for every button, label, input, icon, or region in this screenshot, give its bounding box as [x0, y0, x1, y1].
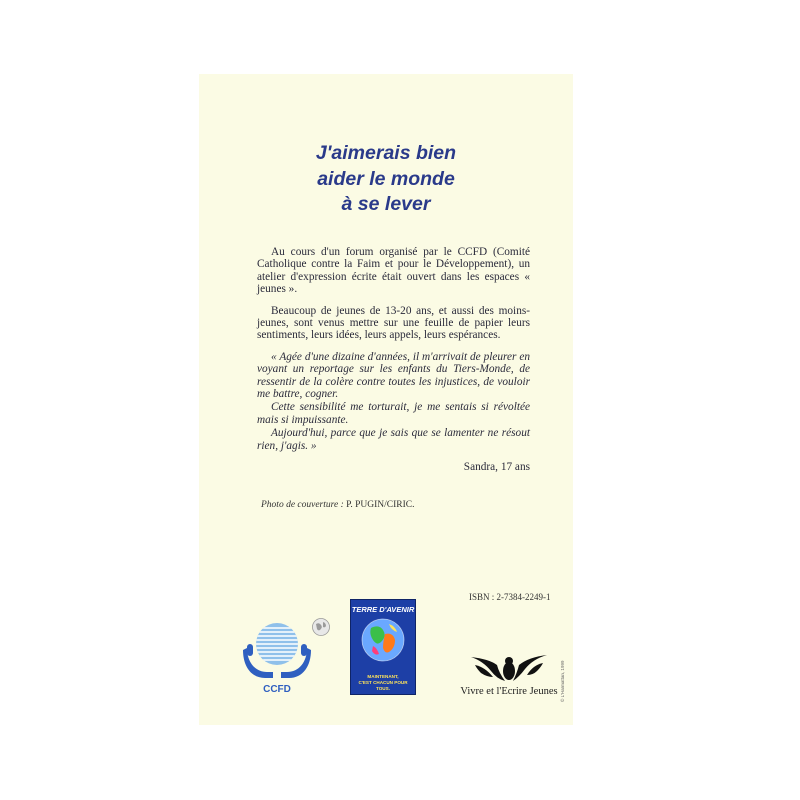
earth-icon: [361, 618, 405, 662]
ccfd-logo-text: CCFD: [263, 684, 291, 695]
back-cover: [199, 74, 573, 725]
title-line-1: J'aimerais bien: [315, 142, 457, 164]
terre-davenir-title: TERRE D'AVENIR: [351, 605, 415, 614]
spine-copyright: [558, 624, 568, 704]
photo-credit: [261, 500, 415, 510]
book-title: [199, 141, 573, 218]
photo-credit-label: Photo de couverture :: [261, 500, 344, 510]
title-line-2: aider le monde: [317, 167, 455, 190]
photo-credit-name: P. PUGIN/CIRIC.: [346, 500, 415, 510]
terre-tagline-line-1: MAINTENANT,: [367, 674, 399, 679]
spine-copyright-text: © L'Harmattan, 1999: [560, 660, 565, 702]
title-line-3: à se lever: [341, 193, 431, 215]
terre-davenir-tagline: [351, 674, 415, 692]
quote-signature: Sandra, 17 ans: [463, 461, 530, 474]
quote-paragraph: Cette sensibilité me torturait, je me sentais si révoltée mais si impuissante.: [257, 401, 530, 426]
ccfd-logo: [243, 614, 311, 696]
testimony-quote: [257, 351, 530, 452]
isbn: ISBN : 2-7384-2249-1: [469, 592, 551, 602]
terre-tagline-line-2: C'EST CHACUN POUR TOUS.: [358, 680, 408, 691]
quote-paragraph: Aujourd'hui, parce que je sais que se lamenter ne résout rien, j'agis. »: [257, 427, 530, 452]
quote-paragraph: « Agée d'une dizaine d'années, il m'arrivait de pleurer en voyant un reportage sur les enfants du Tiers-Monde, de ressentir de la colère contre toutes les injustices, de vouloir me battre, cogner.: [257, 350, 530, 401]
blurb-paragraph-2: Beaucoup de jeunes de 13-20 ans, et aussi des moins-jeunes, sont venus mettre sur une feuille de papier leurs sentiments, leurs idées, leurs appels, leurs espérances.: [257, 304, 530, 342]
publisher-bird-logo: [469, 651, 549, 687]
blurb: [257, 246, 530, 474]
terre-davenir-logo: [350, 599, 416, 695]
globe-icon: [311, 617, 331, 637]
blurb-paragraph-1: Au cours d'un forum organisé par le CCFD (Comité Catholique contre la Faim et pour le Développement), un atelier d'expression écrite était ouvert dans les espaces « jeunes ».: [257, 246, 530, 296]
publisher-name: Vivre et l'Ecrire Jeunes: [460, 686, 558, 697]
